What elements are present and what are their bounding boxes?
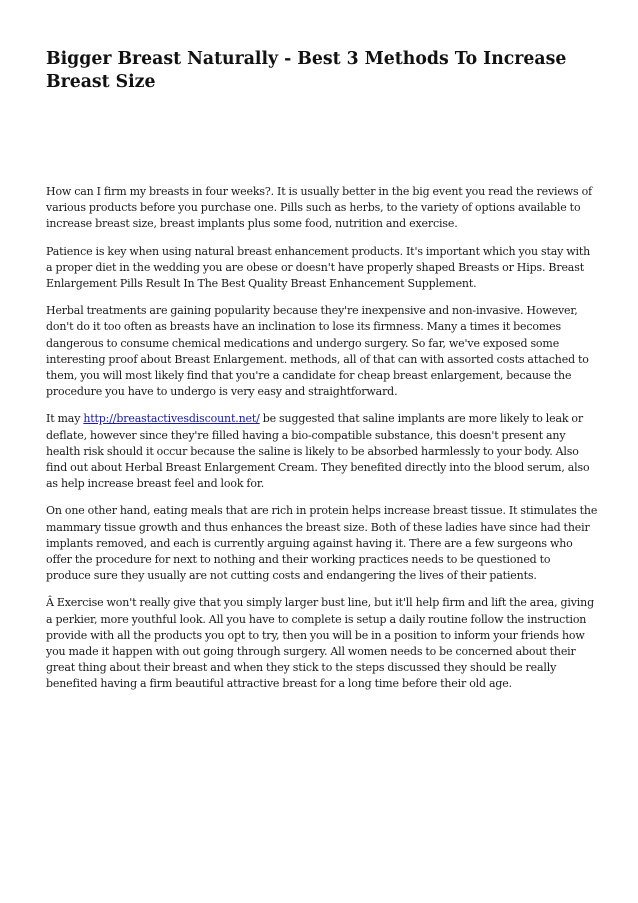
paragraph-2: Patience is key when using natural breast enhancement products. It's important which you stay with a proper diet in the wedding you are obese or doesn't have properly shaped Breasts or Hips. Breast Enlargement Pills Result In The Best Quality Breast Enhancement Supplement.: [46, 244, 591, 291]
paragraph-3: Herbal treatments are gaining popularity because they're inexpensive and non-invasive. However, don't do it too often as breasts have an inclination to lose its firmness. Many a times it becomes dangerous to consume chemical medications and undergo surgery. So far, we've exposed some interesting proof about Breast Enlargement. methods, all of that can with assorted costs attached to them, you will most likely find that you're a candidate for cheap breast enlargement, because the procedure you have to undergo is very easy and straightforward.: [46, 304, 589, 399]
document-body: [46, 184, 598, 704]
document-title: Bigger Breast Naturally - Best 3 Methods To Increase Breast Size: [46, 49, 567, 92]
paragraph-5: On one other hand, eating meals that are rich in protein helps increase breast tissue. It stimulates the mammary tissue growth and thus enhances the breast size. Both of these ladies have since had their implants removed, and each is currently arguing against having it. There are a few surgeons who offer the procedure for next to nothing and their working practices needs to be questioned to produce sure they usually are not cutting costs and endangering the lives of their patients.: [46, 504, 598, 583]
paragraph-4: [46, 411, 598, 492]
paragraph-4-rest: be suggested that saline implants are more likely to leak or deflate, however since they're filled having a bio-compatible substance, this doesn't present any health risk should it occur because the saline is likely to be absorbed harmlessly to your body. Also find out about Herbal Breast Enlargement Cream. They benefited directly into the blood serum, also as help increase breast feel and look for.: [46, 412, 590, 491]
breastactives-link[interactable]: http://breastactivesdiscount.net/: [83, 412, 260, 426]
paragraph-4-lead: It may: [46, 412, 84, 426]
paragraph-1: How can I firm my breasts in four weeks?. It is usually better in the big event you read the reviews of various products before you purchase one. Pills such as herbs, to the variety of options available to increase breast size, breast implants plus some food, nutrition and exercise.: [46, 185, 592, 231]
paragraph-6: Â Exercise won't really give that you simply larger bust line, but it'll help firm and lift the area, giving a perkier, more youthful look. All you have to complete is setup a daily routine follow the instruction provide with all the products you opt to try, then you will be in a position to inform your friends how you made it happen with out going through surgery. All women needs to be concerned about their great thing about their breast and when they stick to the steps discussed they should be really benefited having a firm beautiful attractive breast for a long time before their old age.: [46, 596, 594, 691]
